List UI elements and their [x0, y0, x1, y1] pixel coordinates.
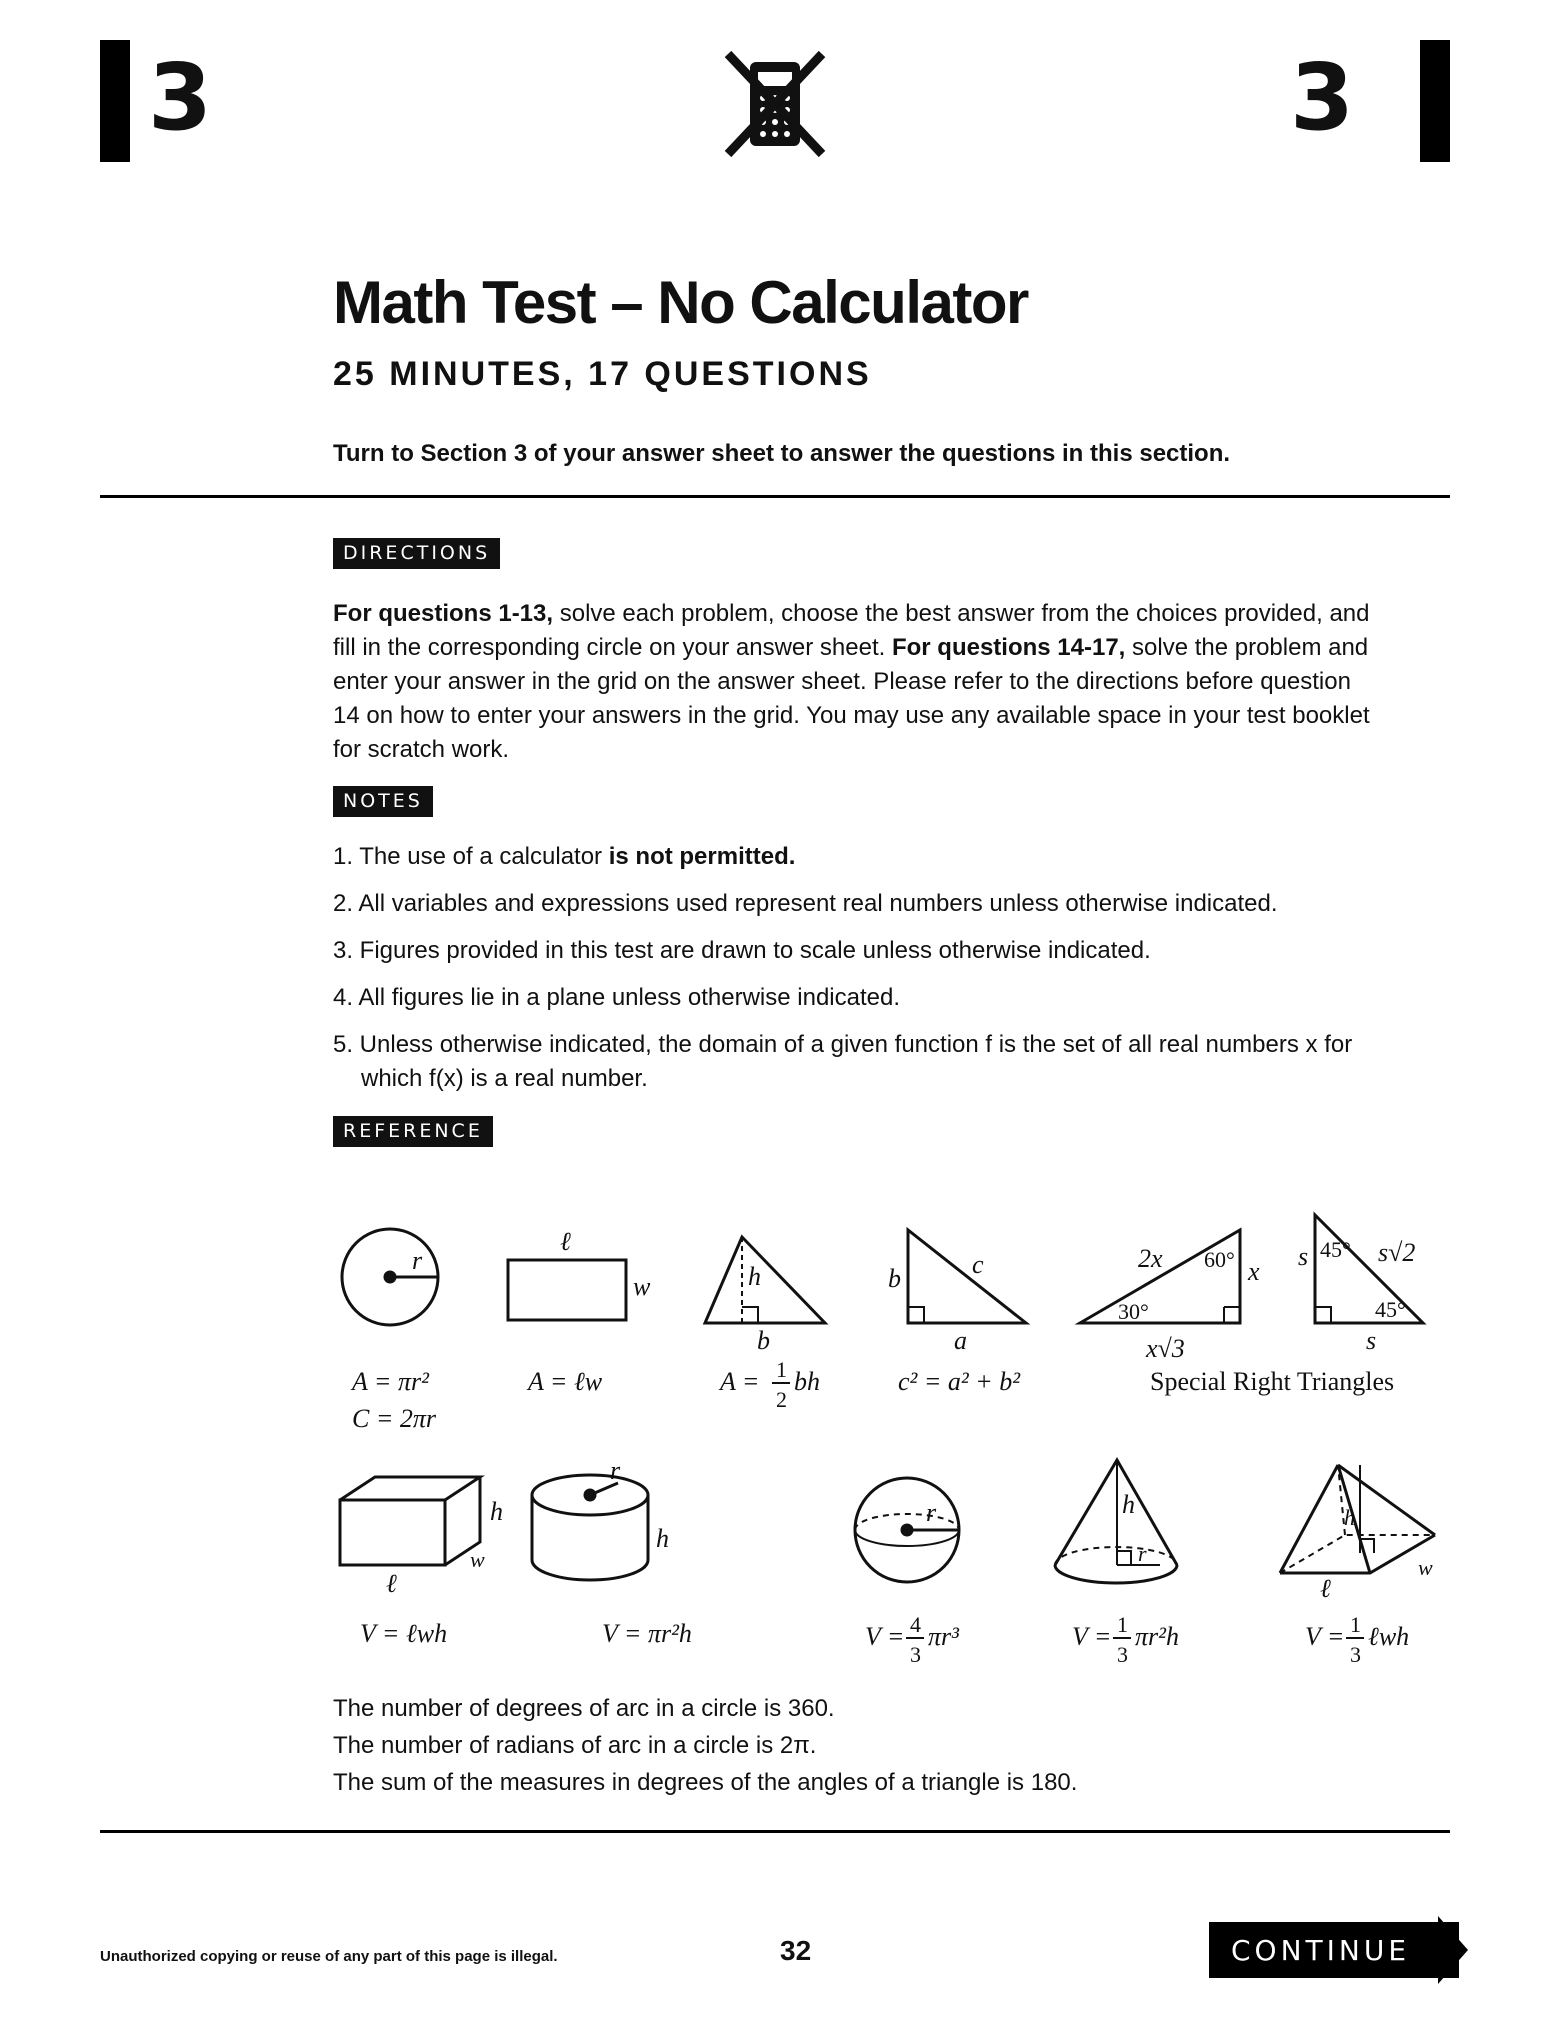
box-l-label: ℓ: [386, 1569, 397, 1598]
reference-label: REFERENCE: [333, 1116, 493, 1147]
note-item: 4. All figures lie in a plane unless otherwise indicated.: [333, 984, 900, 1011]
sphere-volume-suffix: πr³: [928, 1622, 959, 1651]
directions-bold-2: For questions 14-17,: [891, 634, 1126, 661]
page-number: 32: [780, 1935, 812, 1966]
top-divider: [100, 495, 1450, 498]
continue-button[interactable]: CONTINUE: [1209, 1922, 1459, 1978]
circle-circumference-formula: C = 2πr: [352, 1404, 437, 1433]
special-triangles-caption: Special Right Triangles: [1150, 1367, 1395, 1396]
pyramid-figure: [1280, 1465, 1435, 1603]
triangle-figure: [705, 1237, 825, 1355]
tri45-right-angle: 45°: [1375, 1297, 1406, 1322]
cone-third-numerator: 1: [1117, 1612, 1128, 1637]
bottom-divider: [100, 1830, 1450, 1833]
note-item: 5. Unless otherwise indicated, the domain of a given function f is the set of all real numbers x for which f(x) is a real number.: [333, 1031, 1353, 1092]
tri3060-30-label: 30°: [1118, 1299, 1149, 1324]
tri-area-suffix: bh: [794, 1367, 820, 1396]
notes-list: [333, 840, 1413, 1109]
tri-b-label: b: [757, 1326, 770, 1355]
rtri-a-label: a: [954, 1326, 967, 1355]
tri45-hyp-label: s√2: [1378, 1238, 1416, 1267]
tri45-s-left-label: s: [1298, 1242, 1309, 1271]
pythagorean-formula: c² = a² + b²: [898, 1367, 1021, 1396]
rect-w-label: w: [633, 1272, 651, 1301]
sphere-figure: [855, 1478, 959, 1582]
sphere-volume-prefix: V =: [865, 1622, 905, 1651]
circle-r-label: r: [412, 1246, 423, 1275]
four-thirds-denominator: 3: [910, 1642, 921, 1667]
section-number-left: 3: [148, 44, 213, 151]
circle-area-formula: A = πr²: [352, 1367, 429, 1396]
left-section-bar: [100, 40, 130, 162]
right-triangle-figure: [888, 1230, 1026, 1355]
note-item: [333, 840, 1413, 874]
copyright-notice: Unauthorized copying or reuse of any part of this page is illegal.: [100, 1948, 558, 1965]
box-h-label: h: [490, 1497, 503, 1526]
tri45-top-angle: 45°: [1320, 1237, 1351, 1262]
note-item: 3. Figures provided in this test are drawn to scale unless otherwise indicated.: [333, 937, 1151, 964]
page-title: Math Test – No Calculator: [333, 269, 1028, 336]
page-subtitle: 25 MINUTES, 17 QUESTIONS: [333, 355, 872, 393]
no-calculator-icon: [720, 48, 830, 160]
rect-area-formula: A = ℓw: [528, 1367, 603, 1396]
box-figure: [340, 1477, 503, 1598]
box-w-label: w: [470, 1547, 485, 1572]
pyramid-h-label: h: [1344, 1505, 1355, 1530]
triangle-30-60-90: [1080, 1230, 1260, 1363]
tri3060-x-label: x: [1248, 1257, 1260, 1286]
cone-h-label: h: [1122, 1490, 1135, 1519]
right-section-bar: [1420, 40, 1450, 162]
cylinder-volume-formula: V = πr²h: [602, 1619, 692, 1648]
half-denominator: 2: [776, 1387, 787, 1412]
note-item: 2. All variables and expressions used represent real numbers unless otherwise indicated.: [333, 890, 1278, 917]
box-volume-formula: V = ℓwh: [360, 1619, 448, 1648]
fact-radians: The number of radians of arc in a circle is 2π.: [333, 1732, 817, 1759]
cone-figure: [1055, 1460, 1177, 1583]
cone-volume-prefix: V =: [1072, 1622, 1112, 1651]
directions-text: [333, 597, 1373, 767]
tri-h-label: h: [748, 1262, 761, 1291]
half-numerator: 1: [776, 1357, 787, 1382]
triangle-45-45-90: [1298, 1215, 1423, 1355]
tri45-s-bottom-label: s: [1366, 1326, 1377, 1355]
section-instruction: Turn to Section 3 of your answer sheet to answer the questions in this section.: [333, 440, 1231, 467]
note-1-prefix: 1. The use of a calculator: [333, 843, 609, 870]
directions-text-2: solve the problem and enter your answer in the grid on the answer sheet. Please refer to the directions before question 14 on how to enter your answers in the grid. You may use any available space in your test booklet for scratch work.: [333, 634, 1370, 763]
reference-facts: [333, 1690, 1077, 1801]
fact-triangle-sum: The sum of the measures in degrees of the angles of a triangle is 180.: [333, 1769, 1078, 1796]
pyramid-volume-suffix: ℓwh: [1368, 1622, 1410, 1651]
rect-l-label: ℓ: [560, 1227, 571, 1256]
tri3060-xr3-label: x√3: [1146, 1334, 1185, 1363]
cone-volume-suffix: πr²h: [1135, 1622, 1179, 1651]
tri3060-2x-label: 2x: [1138, 1244, 1163, 1273]
directions-text-1: solve each problem, choose the best answer from the choices provided, and fill in the corresponding circle on your answer sheet.: [333, 600, 1370, 661]
cyl-r-label: r: [610, 1456, 621, 1485]
cone-r-label: r: [1138, 1541, 1147, 1566]
pyramid-third-denominator: 3: [1350, 1642, 1361, 1667]
fact-degrees: The number of degrees of arc in a circle is 360.: [333, 1695, 835, 1722]
cyl-h-label: h: [656, 1524, 669, 1553]
rectangle-figure: [508, 1227, 651, 1320]
pyramid-w-label: w: [1418, 1555, 1433, 1580]
cone-third-denominator: 3: [1117, 1642, 1128, 1667]
directions-bold-1: For questions 1-13,: [333, 600, 554, 627]
pyramid-volume-prefix: V =: [1305, 1622, 1345, 1651]
sphere-r-label: r: [926, 1498, 937, 1527]
reference-figures: [320, 1195, 1450, 1675]
tri3060-60-label: 60°: [1204, 1247, 1235, 1272]
section-number-right: 3: [1290, 44, 1355, 151]
pyramid-third-numerator: 1: [1350, 1612, 1361, 1637]
continue-arrow-icon[interactable]: [1438, 1916, 1468, 1984]
tri-area-prefix: A =: [720, 1367, 760, 1396]
cylinder-figure: [532, 1456, 669, 1580]
circle-figure: [342, 1229, 438, 1325]
pyramid-l-label: ℓ: [1320, 1574, 1331, 1603]
note-1-bold: is not permitted.: [608, 843, 796, 870]
rtri-b-label: b: [888, 1264, 901, 1293]
directions-label: DIRECTIONS: [333, 538, 500, 569]
notes-label: NOTES: [333, 786, 433, 817]
four-thirds-numerator: 4: [910, 1612, 921, 1637]
rtri-c-label: c: [972, 1250, 984, 1279]
